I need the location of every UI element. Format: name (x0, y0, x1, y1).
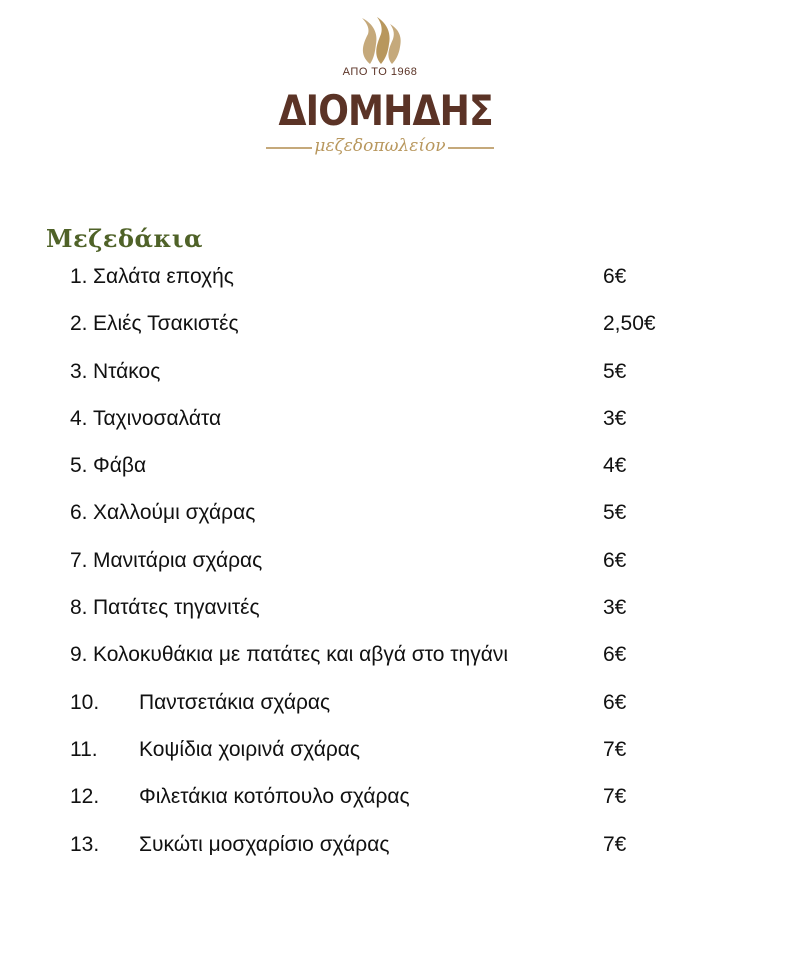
item-number: 8. (70, 596, 88, 620)
menu-item (0, 680, 789, 727)
item-number: 7. (70, 548, 88, 572)
item-price: 6€ (603, 548, 627, 572)
item-name: Μανιτάρια σχάρας (93, 548, 263, 572)
item-name: Συκώτι μοσχαρίσιο σχάρας (139, 832, 390, 856)
item-price: 2,50€ (603, 312, 656, 336)
item-number: 12. (70, 785, 100, 809)
menu-item (0, 349, 789, 396)
item-number: 11. (70, 737, 98, 761)
item-number: 13. (70, 832, 100, 856)
item-price: 3€ (603, 406, 627, 430)
item-price: 5€ (603, 501, 627, 525)
item-name: Ταχινοσαλάτα (93, 406, 222, 430)
item-name: Ελιές Τσακιστές (93, 312, 239, 336)
item-number: 1. (70, 265, 88, 288)
menu-item (0, 490, 789, 537)
item-price: 7€ (603, 832, 627, 856)
menu-item (0, 396, 789, 443)
menu-list (0, 254, 789, 869)
item-price: 6€ (603, 265, 627, 288)
menu-item (0, 632, 789, 679)
item-number: 2. (70, 312, 88, 336)
item-name: Πατάτες τηγανιτές (93, 596, 260, 620)
item-number: 3. (70, 359, 88, 383)
item-number: 4. (70, 406, 88, 430)
item-price: 7€ (603, 737, 627, 761)
item-price: 4€ (603, 454, 627, 478)
item-name: Χαλλούμι σχάρας (93, 501, 256, 525)
logo-since-text: ΑΠΟ ΤΟ 1968 (342, 66, 418, 78)
item-number: 9. (70, 643, 88, 667)
logo-tagline: μεζεδοπωλείον (314, 136, 446, 156)
logo-name: ΔΙΟΜΗΔΗΣ (278, 86, 493, 135)
item-number: 6. (70, 501, 88, 525)
item-number: 5. (70, 454, 88, 478)
logo-tagline-row (262, 134, 498, 160)
restaurant-logo (262, 16, 498, 162)
item-price: 7€ (603, 785, 627, 809)
item-name: Φάβα (93, 454, 147, 478)
item-price: 3€ (603, 596, 627, 620)
menu-item (0, 443, 789, 490)
section-title: Μεζεδάκια (46, 224, 204, 253)
item-name: Σαλάτα εποχής (93, 265, 234, 288)
menu-item (0, 585, 789, 632)
item-name: Κολοκυθάκια με πατάτες και αβγά στο τηγάνι (93, 643, 509, 667)
item-name: Κοψίδια χοιρινά σχάρας (139, 737, 361, 761)
item-price: 6€ (603, 690, 627, 714)
menu-item (0, 301, 789, 348)
menu-item (0, 254, 789, 301)
menu-item (0, 822, 789, 869)
menu-item (0, 774, 789, 821)
item-name: Ντάκος (93, 359, 161, 383)
menu-item (0, 538, 789, 585)
menu-item (0, 727, 789, 774)
item-name: Παντσετάκια σχάρας (139, 690, 331, 714)
item-number: 10. (70, 690, 100, 714)
flame-icon (350, 16, 410, 66)
item-name: Φιλετάκια κοτόπουλο σχάρας (139, 785, 410, 809)
item-price: 5€ (603, 359, 627, 383)
item-price: 6€ (603, 643, 627, 667)
